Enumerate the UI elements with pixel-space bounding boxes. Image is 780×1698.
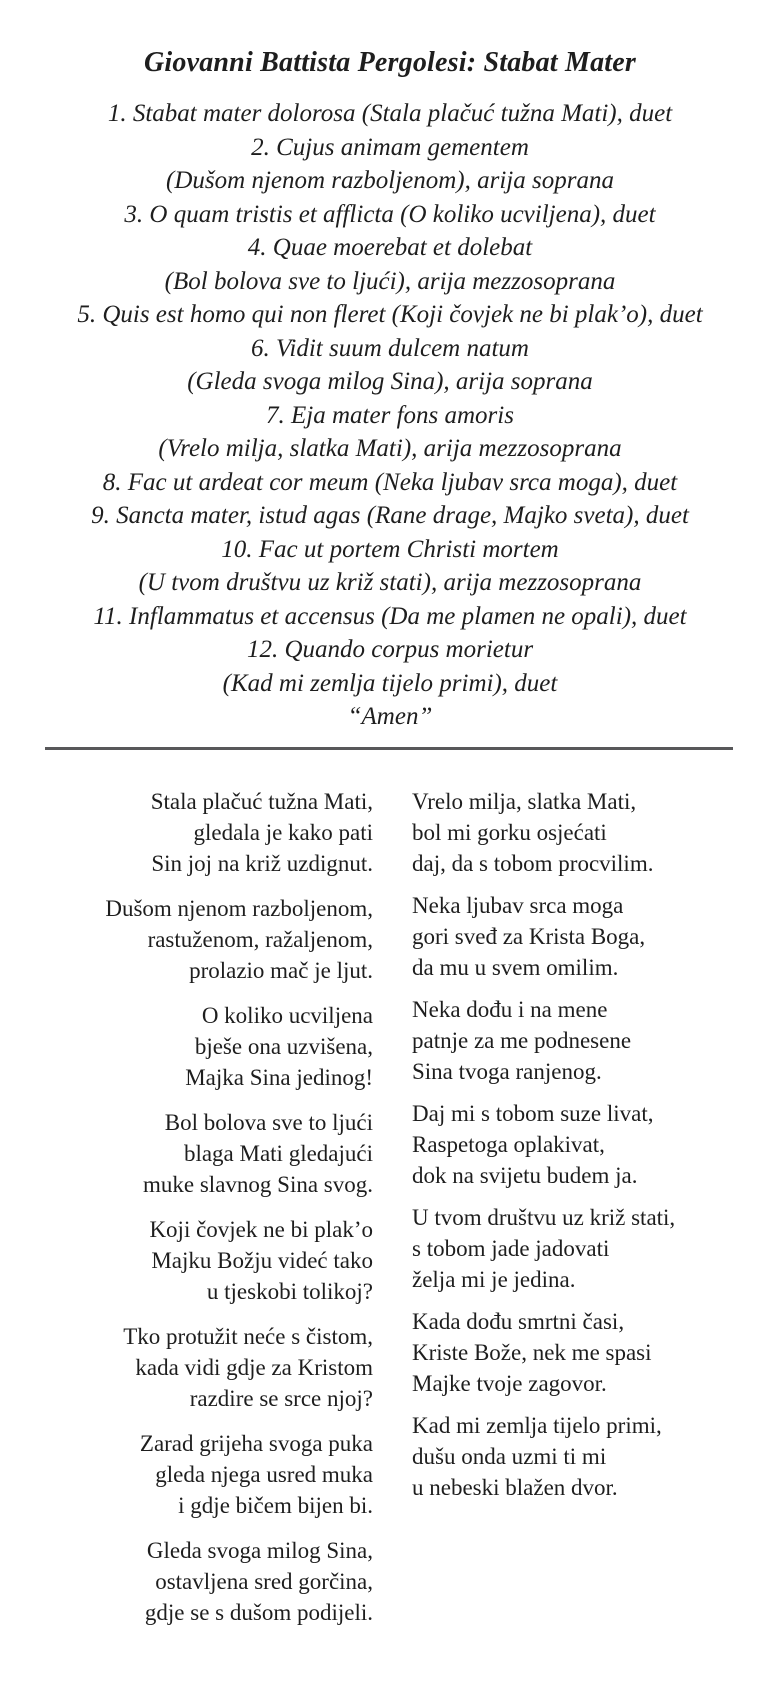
- verse-line: želja mi je jedina.: [412, 1266, 576, 1292]
- verse-line: U tvom društvu uz križ stati,: [412, 1204, 676, 1230]
- program-line: 3. O quam tristis et afflicta (O koliko ucviljena), duet: [124, 200, 656, 228]
- stanza: [412, 786, 675, 879]
- verse-line: Neka ljubav srca moga: [412, 892, 624, 918]
- program-line: 9. Sancta mater, istud agas (Rane drage, Majko sveta), duet: [91, 502, 689, 529]
- verse-line: bol mi gorku osjećati: [412, 819, 607, 845]
- program-line: 4. Quae moerebat et dolebat: [247, 234, 533, 261]
- verse-line: Bol bolova sve to ljući: [164, 1109, 373, 1135]
- lyrics-columns: [100, 786, 780, 1642]
- program-line: 12. Quando corpus morietur: [246, 636, 534, 663]
- stanza: [100, 1321, 373, 1414]
- verse-line: Majka Sina jedinog!: [185, 1064, 373, 1090]
- program-line: 7. Eja mater fons amoris: [266, 401, 514, 429]
- lyrics-left-column: [100, 786, 373, 1642]
- program-list: [0, 97, 780, 734]
- verse-line: gleda njega usred muka: [155, 1461, 373, 1487]
- verse-line: bješe ona uzvišena,: [194, 1033, 373, 1059]
- verse-line: dok na svijetu budem ja.: [412, 1162, 638, 1188]
- verse-line: ostavljena sred gorčina,: [155, 1568, 373, 1594]
- verse-line: patnje za me podnesene: [412, 1027, 632, 1053]
- stanza: [412, 1306, 675, 1399]
- stanza: [412, 1098, 675, 1191]
- verse-line: blaga Mati gledajući: [183, 1140, 373, 1166]
- stanza: [100, 786, 373, 879]
- verse-line: daj, da s tobom procvilim.: [412, 850, 654, 876]
- verse-line: rastuženom, ražaljenom,: [147, 926, 373, 952]
- verse-line: gdje se s dušom podijeli.: [144, 1599, 373, 1625]
- page: [0, 44, 780, 1642]
- program-line: 10. Fac ut portem Christi mortem: [221, 535, 559, 563]
- stanza: [100, 1428, 373, 1521]
- verse-line: Majke tvoje zagovor.: [412, 1370, 607, 1396]
- verse-line: Majku Božju videć tako: [151, 1247, 373, 1273]
- verse-line: Neka dođu i na mene: [412, 996, 608, 1022]
- verse-line: Sin joj na križ uzdignut.: [151, 850, 373, 876]
- verse-line: muke slavnog Sina svog.: [143, 1171, 373, 1197]
- stanza: [100, 1000, 373, 1093]
- stanza: [100, 1535, 373, 1628]
- document-title: Giovanni Battista Pergolesi: Stabat Mater: [143, 47, 636, 78]
- verse-line: gori sveđ za Krista Boga,: [412, 923, 646, 949]
- verse-line: Zarad grijeha svoga puka: [139, 1430, 373, 1456]
- divider-rule: [45, 747, 733, 750]
- verse-line: Stala plačuć tužna Mati,: [150, 788, 373, 814]
- verse-line: gledala je kako pati: [193, 819, 373, 845]
- verse-line: dušu onda uzmi ti mi: [412, 1443, 607, 1469]
- program-line: 2. Cujus animam gementem: [251, 133, 529, 161]
- lyrics-right-column: [412, 786, 675, 1642]
- program-line: “Amen”: [347, 703, 433, 730]
- program-line: (Gleda svoga milog Sina), arija soprana: [187, 368, 593, 395]
- verse-line: Tko protužit neće s čistom,: [123, 1323, 373, 1349]
- stanza: [412, 1410, 675, 1503]
- verse-line: i gdje bičem bijen bi.: [178, 1492, 373, 1518]
- program-line: 6. Vidit suum dulcem natum: [251, 334, 529, 362]
- stanza: [412, 1202, 675, 1295]
- verse-line: Raspetoga oplakivat,: [412, 1131, 605, 1157]
- verse-line: kada vidi gdje za Kristom: [135, 1354, 373, 1380]
- verse-line: Dušom njenom razboljenom,: [105, 895, 373, 921]
- verse-line: prolazio mač je ljut.: [189, 957, 373, 983]
- verse-line: u nebeski blažen dvor.: [412, 1474, 618, 1500]
- stanza: [412, 994, 675, 1087]
- verse-line: Kad mi zemlja tijelo primi,: [412, 1412, 662, 1438]
- verse-line: Vrelo milja, slatka Mati,: [412, 788, 637, 814]
- verse-line: Koji čovjek ne bi plak’o: [149, 1216, 373, 1242]
- program-line: 8. Fac ut ardeat cor meum (Neka ljubav srca moga), duet: [102, 468, 678, 496]
- verse-line: Daj mi s tobom suze livat,: [412, 1100, 654, 1126]
- program-line: (Vrelo milja, slatka Mati), arija mezzosoprana: [158, 435, 622, 462]
- verse-line: u tjeskobi tolikoj?: [206, 1278, 373, 1304]
- program-line: (Kad mi zemlja tijelo primi), duet: [222, 669, 558, 697]
- verse-line: Kriste Bože, nek me spasi: [412, 1339, 652, 1365]
- verse-line: s tobom jade jadovati: [412, 1235, 610, 1261]
- program-line: 5. Quis est homo qui non fleret (Koji čovjek ne bi plak’o), duet: [77, 301, 703, 328]
- verse-line: O koliko ucviljena: [201, 1002, 373, 1028]
- verse-line: razdire se srce njoj?: [189, 1385, 373, 1411]
- stanza: [412, 890, 675, 983]
- program-line: (U tvom društvu uz križ stati), arija mezzosoprana: [138, 569, 642, 596]
- verse-line: da mu u svem omilim.: [412, 954, 619, 980]
- stanza: [100, 1214, 373, 1307]
- program-line: (Bol bolova sve to ljući), arija mezzosoprana: [164, 267, 616, 295]
- program-line: 11. Inflammatus et accensus (Da me plamen ne opali), duet: [93, 602, 687, 630]
- verse-line: Gleda svoga milog Sina,: [146, 1537, 373, 1563]
- program-line: 1. Stabat mater dolorosa (Stala plačuć tužna Mati), duet: [107, 100, 673, 127]
- stanza: [100, 1107, 373, 1200]
- verse-line: Kada dođu smrtni časi,: [412, 1308, 625, 1334]
- program-line: (Dušom njenom razboljenom), arija soprana: [166, 167, 614, 194]
- stanza: [100, 893, 373, 986]
- verse-line: Sina tvoga ranjenog.: [412, 1058, 602, 1084]
